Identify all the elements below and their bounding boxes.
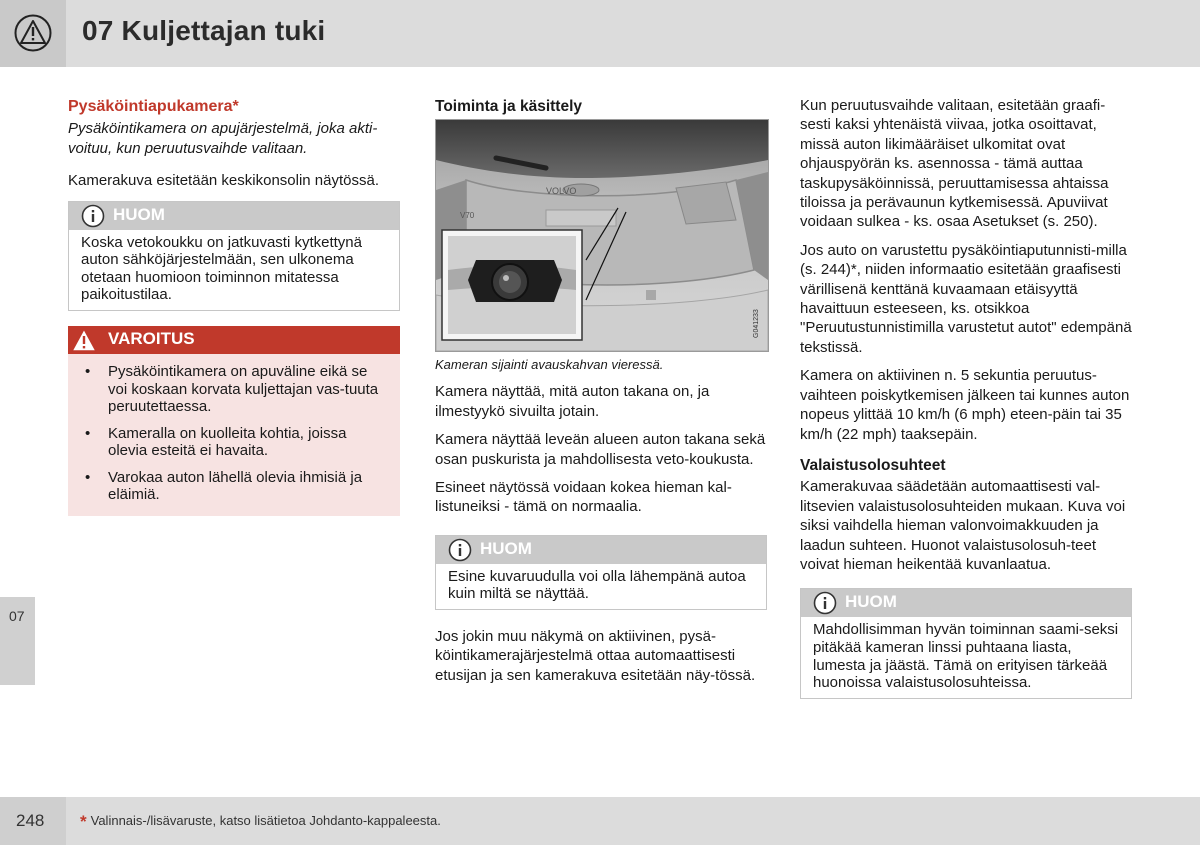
section-heading-operation: Toiminta ja käsittely <box>435 98 583 115</box>
page-title: 07 Kuljettajan tuki <box>82 15 326 46</box>
list-item-text: Pysäköintikamera on apuväline eikä se voi koskaan korvata kuljettajan vas-tuuta peruutettaessa. <box>108 363 379 415</box>
list-item <box>80 425 388 460</box>
asterisk-icon: * <box>80 812 87 831</box>
warning-list <box>68 354 400 516</box>
page-number: 248 <box>16 811 45 830</box>
header-icon-cell <box>0 0 66 67</box>
column-1 <box>68 97 400 516</box>
note-text: Mahdollisimman hyvän toiminnan saami-seksi pitäkää kameran linssi puhtaana liasta, lumesta ja jäästä. Tämä on erityisen tärkeää huonoissa valaistusolosuhteissa. <box>813 621 1119 692</box>
note-header <box>801 589 1131 617</box>
volvo-badge: VOLVO <box>546 186 577 196</box>
note-header <box>69 202 399 230</box>
paragraph: Kamera näyttää, mitä auton takana on, ja ilmestyykö sivuilta jotain. <box>435 383 710 420</box>
note-box <box>68 201 400 311</box>
bullet: • <box>85 424 91 442</box>
car-rear-illustration <box>436 120 768 351</box>
paragraph: Kamera on aktiivinen n. 5 sekuntia peruutus-vaihteen poiskytkemisen jälkeen tai kunnes auton nopeus ylittää 10 km/h (6 mph) eteen-päin tai 35 km/h (22 mph) taaksepäin. <box>800 367 1130 443</box>
note-box <box>435 535 767 610</box>
page-footer <box>0 797 1200 845</box>
chapter-tab[interactable] <box>0 597 35 685</box>
info-icon <box>81 204 105 228</box>
bullet: • <box>85 363 91 380</box>
note-title: HUOM <box>480 538 532 558</box>
intro-text: Pysäköintikamera on apujärjestelmä, joka akti-voituu, kun peruutusvaihde valitaan. <box>68 120 378 157</box>
image-caption: Kameran sijainti avauskahvan vieressä. <box>435 357 664 372</box>
paragraph: Kamera näyttää leveän alueen auton takana sekä osan puskurista ja mahdollisesta veto-koukusta. <box>435 431 766 468</box>
image-code: G041233 <box>753 309 760 338</box>
list-item-text: Varokaa auton lähellä olevia ihmisiä ja eläimiä. <box>108 468 363 503</box>
column-2-body <box>435 355 767 694</box>
paragraph: Jos auto on varustettu pysäköintiaputunnisti-milla (s. 244)*, niiden informaatio esitetään graafisesti värillisenä kenttänä kuvaamaan etäisyyttä havaittuun esteeseen, ks. otsikkoa "Peruutustunnistimilla varustetut autot" edempänä tekstissä. <box>800 241 1132 356</box>
paragraph: Jos jokin muu näkymä on aktiivinen, pysä-köintikamerajärjestelmä ottaa automaattisesti etusijan ja sen kamerakuva esitetään näy-tössä. <box>435 628 756 684</box>
list-item <box>80 363 388 416</box>
list-item-text: Kameralla on kuolleita kohtia, joissa olevia esteitä ei havaita. <box>108 424 347 459</box>
note-header <box>436 536 766 564</box>
warning-box <box>68 326 400 516</box>
warning-triangle-icon <box>14 14 52 52</box>
paragraph: Kamerakuva esitetään keskikonsolin näytössä. <box>68 172 380 190</box>
note-title: HUOM <box>113 204 165 224</box>
list-item <box>80 469 388 504</box>
note-box <box>800 588 1132 698</box>
bullet: • <box>85 468 91 486</box>
column-3 <box>800 96 1132 699</box>
paragraph: Kamerakuvaa säädetään automaattisesti val-litsevien valaistusolosuhteiden mukaan. Kuva voi siksi vaihdella hieman valonvoimakkuuden ja laadun suhteen. Huonot valaistusolosuh-teet voivat hieman heikentää kuvanlaatua. <box>800 478 1126 573</box>
info-icon <box>448 538 472 562</box>
section-heading-lighting: Valaistusolosuhteet <box>800 456 946 474</box>
note-title: HUOM <box>845 592 897 612</box>
warning-triangle-icon <box>70 326 98 354</box>
paragraph: Esineet näytössä voidaan kokea hieman kal-listuneiksi - tämä on normaalia. <box>435 479 732 516</box>
model-badge: V70 <box>460 211 475 220</box>
section-heading-parking-camera: Pysäköintiapukamera* <box>68 98 239 115</box>
footnote <box>80 812 441 832</box>
column-2 <box>435 97 767 118</box>
paragraph: Kun peruutusvaihde valitaan, esitetään graafi-sesti kaksi yhtenäistä viivaa, jotka osoittavat, missä auton likimääräiset ulkomitat ovat ohjauspyörän ks. asennossa - tämä auttaa taskupysäköinnissä, peruuttamisessa ahtaissa tiloissa ja perävaunun kytkemisessä. Apuviivat voidaan sulkea - ks. osaa Asetukset (s. 250). <box>800 97 1109 231</box>
warning-title: VAROITUS <box>108 329 195 348</box>
page-header <box>0 0 1200 67</box>
chapter-tab-label: 07 <box>9 608 25 624</box>
note-text: Koska vetokoukku on jatkuvasti kytkettynä auton sähköjärjestelmään, sen ulkonema otetaan huomioon toiminnon mitatessa paikoitustilaa. <box>81 233 362 304</box>
footnote-text: Valinnais-/lisävaruste, katso lisätietoa Johdanto-kappaleesta. <box>90 813 441 828</box>
info-icon <box>813 591 837 615</box>
warning-header <box>68 326 400 354</box>
note-text: Esine kuvaruudulla voi olla lähempänä autoa kuin miltä se näyttää. <box>448 567 746 603</box>
page-number-cell <box>0 797 66 845</box>
camera-location-photo <box>435 119 769 352</box>
